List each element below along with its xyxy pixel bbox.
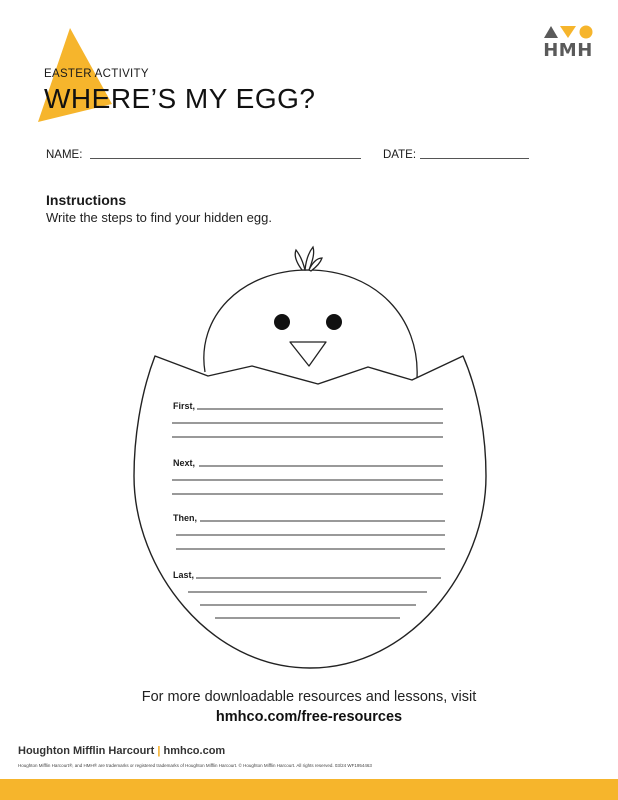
- activity-eyebrow: EASTER ACTIVITY: [44, 68, 149, 80]
- footer-brand: [18, 745, 225, 757]
- chick-right-eye-icon: [326, 314, 342, 330]
- footer-separator: |: [157, 745, 161, 757]
- chick-tuft-icon: [295, 247, 322, 271]
- step-then-label: Then,: [173, 513, 197, 523]
- legal-text: Houghton Mifflin Harcourt®, and HMH® are trademarks or registered trademarks of Houghton Mifflin Harcourt. © Houghton Mifflin Harcourt. All rights reserved. 03/24 WF1954463: [18, 763, 372, 768]
- bottom-accent-bar: [0, 779, 618, 800]
- chick-left-eye-icon: [274, 314, 290, 330]
- instructions-text: Write the steps to find your hidden egg.: [46, 210, 272, 225]
- name-label: NAME:: [46, 149, 83, 161]
- step-first-label: First,: [173, 401, 196, 411]
- step-then-field[interactable]: [200, 510, 445, 522]
- step-last-field[interactable]: [196, 567, 441, 579]
- logo-text: HMH: [543, 40, 593, 61]
- step-next-field[interactable]: [199, 455, 443, 467]
- promo-text: For more downloadable resources and lessons, visit: [141, 689, 477, 705]
- date-label: DATE:: [383, 149, 417, 161]
- page-title: WHERE’S MY EGG?: [44, 83, 316, 114]
- step-first-field[interactable]: [197, 398, 443, 410]
- footer-site-link[interactable]: hmhco.com: [163, 745, 226, 757]
- promo-link[interactable]: hmhco.com/free-resources: [215, 709, 403, 725]
- step-next-label: Next,: [173, 458, 196, 468]
- step-last-label: Last,: [173, 570, 195, 580]
- footer-brand-name: Houghton Mifflin Harcourt: [18, 745, 155, 757]
- instructions-heading: Instructions: [46, 192, 127, 208]
